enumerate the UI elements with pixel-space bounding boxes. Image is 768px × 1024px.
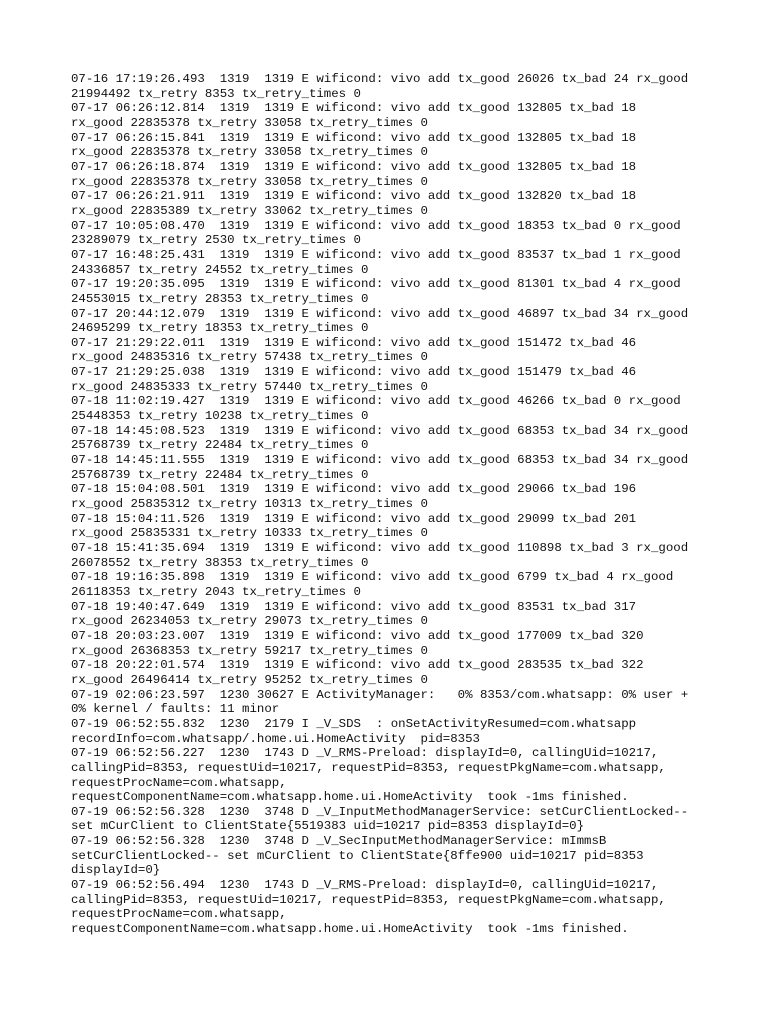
log-line: 07-18 11:02:19.427 1319 1319 E wificond: vivo add tx_good 46266 tx_bad 0 rx_good <box>71 394 681 409</box>
log-line: 07-19 02:06:23.597 1230 30627 E ActivityManager: 0% 8353/com.whatsapp: 0% user + <box>71 687 689 702</box>
log-line: requestComponentName=com.whatsapp.home.ui.HomeActivity took -1ms finished. <box>71 790 629 805</box>
log-line: set mCurClient to ClientState{5519383 uid=10217 pid=8353 displayId=0} <box>71 819 585 834</box>
log-line: rx_good 22835378 tx_retry 33058 tx_retry_times 0 <box>71 174 428 189</box>
log-line: 07-18 15:04:08.501 1319 1319 E wificond: vivo add tx_good 29066 tx_bad 196 <box>71 482 637 497</box>
log-line: 07-18 19:16:35.898 1319 1319 E wificond: vivo add tx_good 6799 tx_bad 4 rx_good <box>71 570 674 585</box>
log-line: 25448353 tx_retry 10238 tx_retry_times 0 <box>71 409 369 424</box>
log-line: callingPid=8353, requestUid=10217, requestPid=8353, requestPkgName=com.whatsapp, <box>71 892 666 907</box>
log-line: 24695299 tx_retry 18353 tx_retry_times 0 <box>71 321 369 336</box>
log-line: 07-17 21:29:22.011 1319 1319 E wificond: vivo add tx_good 151472 tx_bad 46 <box>71 335 637 350</box>
log-line: rx_good 22835378 tx_retry 33058 tx_retry_times 0 <box>71 115 428 130</box>
log-line: 07-19 06:52:55.832 1230 2179 I _V_SDS : onSetActivityResumed=com.whatsapp <box>71 716 637 731</box>
log-line: displayId=0} <box>71 863 161 878</box>
log-line: callingPid=8353, requestUid=10217, requestPid=8353, requestPkgName=com.whatsapp, <box>71 760 666 775</box>
log-line: 07-17 19:20:35.095 1319 1319 E wificond: vivo add tx_good 81301 tx_bad 4 rx_good <box>71 277 681 292</box>
log-line: 26118353 tx_retry 2043 tx_retry_times 0 <box>71 584 361 599</box>
log-line: 07-18 20:03:23.007 1319 1319 E wificond: vivo add tx_good 177009 tx_bad 320 <box>71 628 644 643</box>
log-line: requestProcName=com.whatsapp, <box>71 907 287 922</box>
log-line: rx_good 22835389 tx_retry 33062 tx_retry_times 0 <box>71 203 428 218</box>
log-line: rx_good 22835378 tx_retry 33058 tx_retry_times 0 <box>71 145 428 160</box>
log-line: rx_good 26496414 tx_retry 95252 tx_retry_times 0 <box>71 672 428 687</box>
log-line: 23289079 tx_retry 2530 tx_retry_times 0 <box>71 233 361 248</box>
log-line: 07-18 14:45:11.555 1319 1319 E wificond: vivo add tx_good 68353 tx_bad 34 rx_good <box>71 453 689 468</box>
log-line: 26078552 tx_retry 38353 tx_retry_times 0 <box>71 555 369 570</box>
log-line: 07-18 20:22:01.574 1319 1319 E wificond: vivo add tx_good 283535 tx_bad 322 <box>71 658 644 673</box>
log-line: 07-17 10:05:08.470 1319 1319 E wificond: vivo add tx_good 18353 tx_bad 0 rx_good <box>71 218 681 233</box>
log-line: rx_good 24835333 tx_retry 57440 tx_retry_times 0 <box>71 379 428 394</box>
log-line: 07-17 06:26:21.911 1319 1319 E wificond: vivo add tx_good 132820 tx_bad 18 <box>71 189 637 204</box>
log-line: 24553015 tx_retry 28353 tx_retry_times 0 <box>71 291 369 306</box>
log-line: 07-19 06:52:56.328 1230 3748 D _V_InputMethodManagerService: setCurClientLocked-- <box>71 804 689 819</box>
log-line: 07-17 16:48:25.431 1319 1319 E wificond: vivo add tx_good 83537 tx_bad 1 rx_good <box>71 247 681 262</box>
log-line: 07-17 20:44:12.079 1319 1319 E wificond: vivo add tx_good 46897 tx_bad 34 rx_good <box>71 306 689 321</box>
log-document <box>71 72 711 937</box>
log-line: rx_good 25835312 tx_retry 10313 tx_retry_times 0 <box>71 497 428 512</box>
log-line: 24336857 tx_retry 24552 tx_retry_times 0 <box>71 262 369 277</box>
log-line: 07-18 19:40:47.649 1319 1319 E wificond: vivo add tx_good 83531 tx_bad 317 <box>71 599 637 614</box>
log-line: 25768739 tx_retry 22484 tx_retry_times 0 <box>71 467 369 482</box>
log-line: 07-17 06:26:18.874 1319 1319 E wificond: vivo add tx_good 132805 tx_bad 18 <box>71 159 637 174</box>
log-line: 07-18 15:41:35.694 1319 1319 E wificond: vivo add tx_good 110898 tx_bad 3 rx_good <box>71 541 689 555</box>
log-line: 07-16 17:19:26.493 1319 1319 E wificond: vivo add tx_good 26026 tx_bad 24 rx_good <box>71 72 689 86</box>
log-line: rx_good 26234053 tx_retry 29073 tx_retry_times 0 <box>71 614 428 629</box>
log-line: rx_good 24835316 tx_retry 57438 tx_retry_times 0 <box>71 350 428 365</box>
log-line: 07-19 06:52:56.227 1230 1743 D _V_RMS-Preload: displayId=0, callingUid=10217, <box>71 746 659 761</box>
log-line: 0% kernel / faults: 11 minor <box>71 702 280 717</box>
log-line: 25768739 tx_retry 22484 tx_retry_times 0 <box>71 438 369 453</box>
log-line: rx_good 25835331 tx_retry 10333 tx_retry_times 0 <box>71 526 428 541</box>
log-line: 21994492 tx_retry 8353 tx_retry_times 0 <box>71 86 361 101</box>
log-line: recordInfo=com.whatsapp/.home.ui.HomeActivity pid=8353 <box>71 731 480 746</box>
log-line: setCurClientLocked-- set mCurClient to ClientState{8ffe900 uid=10217 pid=8353 <box>71 848 644 863</box>
log-line: 07-17 06:26:12.814 1319 1319 E wificond: vivo add tx_good 132805 tx_bad 18 <box>71 101 637 116</box>
log-line: 07-19 06:52:56.328 1230 3748 D _V_SecInputMethodManagerService: mImmsB <box>71 834 607 849</box>
log-line: 07-18 15:04:11.526 1319 1319 E wificond: vivo add tx_good 29099 tx_bad 201 <box>71 511 637 526</box>
log-line: 07-17 21:29:25.038 1319 1319 E wificond: vivo add tx_good 151479 tx_bad 46 <box>71 365 637 380</box>
log-line: 07-19 06:52:56.494 1230 1743 D _V_RMS-Preload: displayId=0, callingUid=10217, <box>71 878 659 893</box>
log-line: requestProcName=com.whatsapp, <box>71 775 287 790</box>
log-line: 07-18 14:45:08.523 1319 1319 E wificond: vivo add tx_good 68353 tx_bad 34 rx_good <box>71 423 689 438</box>
log-line: requestComponentName=com.whatsapp.home.ui.HomeActivity took -1ms finished. <box>71 922 629 937</box>
log-line: rx_good 26368353 tx_retry 59217 tx_retry_times 0 <box>71 643 428 658</box>
log-line: 07-17 06:26:15.841 1319 1319 E wificond: vivo add tx_good 132805 tx_bad 18 <box>71 130 637 145</box>
